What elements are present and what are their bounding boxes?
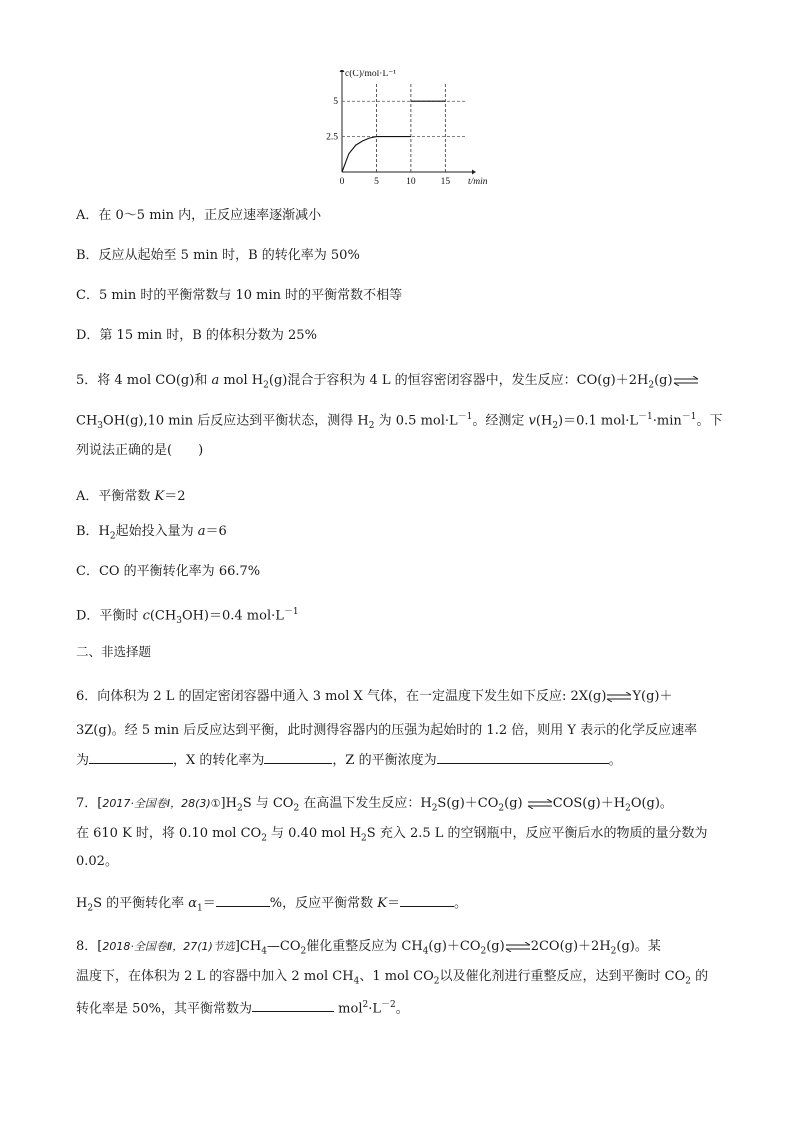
q6-line-3: 为 ，X 的转化率为 ，Z 的平衡浓度为 。 (76, 750, 622, 770)
q4-option-a: A．在 0～5 min 内，正反应速率逐渐减小 (76, 208, 322, 223)
x-axis-label: t/min (468, 177, 488, 187)
q5-option-d: D．平衡时 $c(CH_3OH)=0.4$ $mol\cdot L^{-1}$ (76, 607, 299, 626)
y-axis-label: c(C)/mol·L⁻¹ (345, 70, 397, 79)
q5-option-c: C．CO 的平衡转化率为 66.7% (76, 564, 261, 579)
equilibrium-arrow-icon (673, 373, 699, 388)
y-axis-arrow-icon (340, 70, 345, 72)
q4-option-d: D．第 15 min 时，B 的体积分数为 25% (76, 328, 317, 343)
q4-option-c: C．5 min 时的平衡常数与 10 min 时的平衡常数不相等 (76, 288, 403, 303)
q7-line-1: 7．[2017·全国卷Ⅰ，$28(3)①]H_2S$ 与 $CO_2$ 在高温下发生反应：$H_2S(g)+CO_2(g)$ $COS(g)+H_2O(g)$。 (76, 796, 673, 814)
chart-svg (318, 70, 488, 188)
q5-line-1: 5．将 4 mol CO(g)和 a mol $H_2(g)$混合于容积为 4 L 的恒容密闭容器中，发生反应：$CO(g)+2H_2(g)$ (76, 372, 699, 395)
equilibrium-arrow-icon (505, 939, 531, 954)
q7-line-2: 在 610 K 时，将 0.10 mol $CO_2$ 与 0.40 mol $H_2S$ 充入 2.5 L 的空钢瓶中，反应平衡后水的物质的量分数为 (76, 826, 708, 844)
x-tick-label: 0 (339, 177, 345, 187)
concentration-time-chart (318, 70, 488, 188)
q8-line-2: 温度下，在体积为 2 L 的容器中加入 2 mol $CH_4$、1 mol $CO_2$以及催化剂进行重整反应，达到平衡时 $CO_2$ 的 (76, 969, 709, 987)
section-heading: 二、非选择题 (76, 644, 152, 659)
y-tick-label: 2.5 (326, 132, 338, 143)
q5-line-2: $CH_3OH(g),10$ min 后反应达到平衡状态，测得 $H_2$ 为 0.5 $mol\cdot L^{-1}$。经测定 $v(H_2)=0.1$ $mol\cdot L^{-1}\cdot\min^{-1}$。下 (76, 412, 723, 431)
q8-source: 2018·全国卷Ⅱ，27(1)节选 (102, 940, 235, 953)
x-tick-label: 10 (406, 177, 416, 187)
answer-blank-k[interactable] (400, 893, 454, 907)
q8-line-3: 转化率是 50%，其平衡常数为 $mol^2\cdot L^{-2}$。 (76, 1000, 409, 1017)
q5-line-3: 列说法正确的是( ) (76, 443, 204, 458)
answer-blank-k8[interactable] (252, 998, 334, 1012)
y-tick-label: 5 (333, 97, 338, 108)
q6-line-2: 3Z(g)。经 5 min 后反应达到平衡，此时测得容器内的压强为起始时的 1.2 倍，则用 Y 表示的化学反应速率 (76, 723, 698, 738)
x-tick-label: 5 (374, 177, 379, 187)
equilibrium-arrow-icon (527, 796, 553, 811)
answer-blank-rate[interactable] (89, 750, 173, 764)
q7-line-3: 0.02。 (76, 854, 118, 869)
x-axis-arrow-icon (472, 170, 476, 175)
answer-blank-concentration[interactable] (437, 750, 609, 764)
answer-blank-alpha[interactable] (216, 893, 270, 907)
q7-source: 2017·全国卷Ⅰ，28(3)① (102, 797, 221, 810)
q4-option-b: B．反应从起始至 5 min 时，B 的转化率为 50% (76, 248, 360, 263)
x-tick-label: 15 (440, 177, 451, 187)
q7-line-4: $H_2S$ 的平衡转化率 $\alpha_1=$ %，反应平衡常数 K＝ 。 (76, 893, 467, 918)
q5-option-b: B．$H_2$起始投入量为 a＝6 (76, 524, 227, 542)
answer-blank-conversion[interactable] (264, 750, 332, 764)
equilibrium-arrow-icon (606, 689, 632, 704)
q5-option-a: A．平衡常数 K＝2 (76, 489, 186, 504)
q6-line-1: 6．向体积为 2 L 的固定密闭容器中通入 3 mol X 气体，在一定温度下发生如下反应: 2X(g) Y(g)＋ (76, 689, 673, 704)
q8-line-1: 8．[2018·全国卷Ⅱ，27(1)节选]$CH_4—CO_2$催化重整反应为 $CH_4(g)+CO_2(g)$ $2CO(g)+2H_2(g)$。某 (76, 939, 661, 957)
